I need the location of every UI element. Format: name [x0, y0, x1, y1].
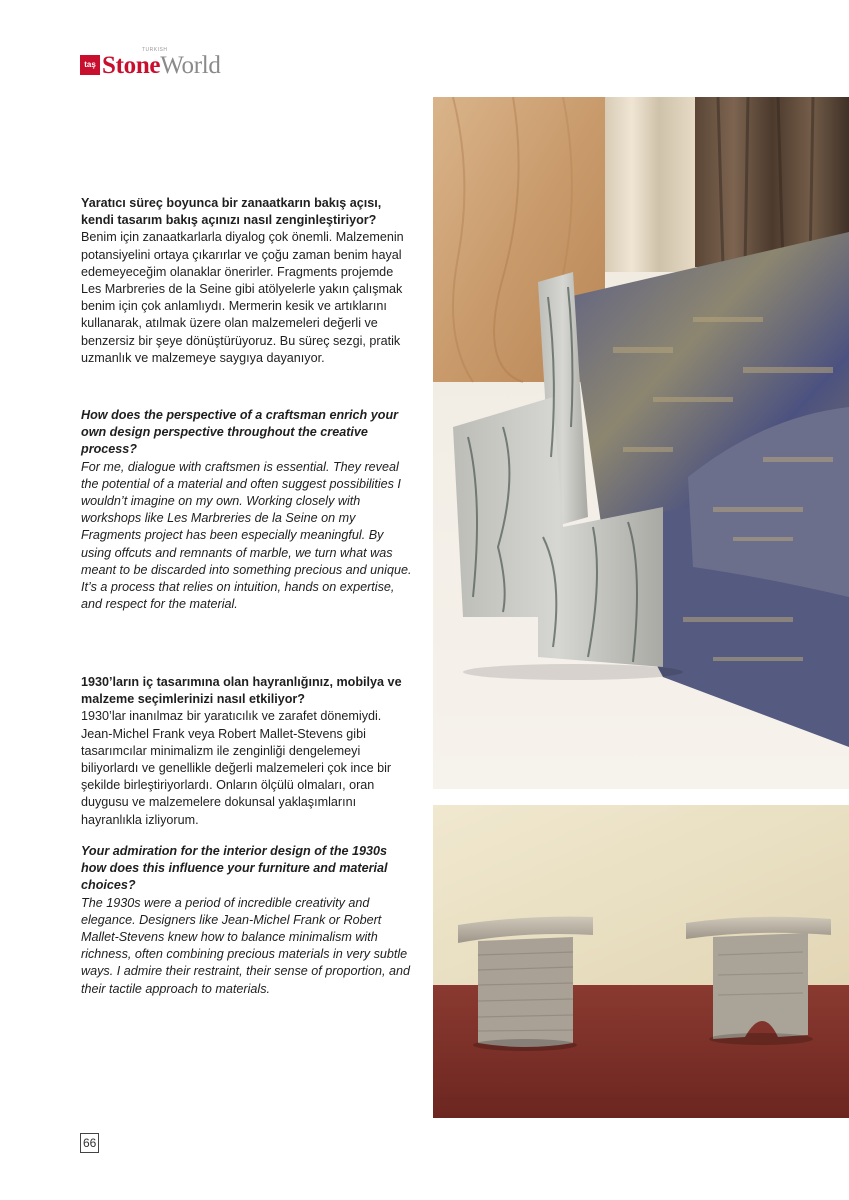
logo-world: World	[160, 52, 221, 79]
question: 1930’ların iç tasarımına olan hayranlığınız, mobilya ve malzeme seçimlerinizi nasıl etkiliyor?	[81, 675, 402, 707]
stools-photo	[433, 805, 849, 1118]
answer: The 1930s were a period of incredible creativity and elegance. Designers like Jean-Michel Frank or Robert Mallet-Stevens knew how to balance minimalism with richness, often combining precious materials in very subtle ways. I admire their restraint, their sense of proportion, and their tactile approach to materials.	[81, 895, 410, 996]
sofa-photo	[433, 97, 849, 789]
logo-wordmark	[102, 47, 221, 79]
interview-section-tr-2	[81, 674, 413, 829]
logo-superscript: TURKISH	[142, 47, 168, 53]
question: Yaratıcı süreç boyunca bir zanaatkarın bakış açısı, kendi tasarım bakış açınızı nasıl zenginleştiriyor?	[81, 196, 382, 228]
question: How does the perspective of a craftsman enrich your own design perspective throughout the creative process?	[81, 408, 399, 457]
magazine-logo	[80, 47, 221, 79]
answer: Benim için zanaatkarlarla diyalog çok önemli. Malzemenin potansiyelini ortaya çıkarırlar ve çoğu zaman benim hayal edemeyeceğim olanaklar önerirler. Fragments projemde Les Marbreries de la Seine gibi atölyelerle yakın çalışmak benim için çok anlamlıydı. Mermerin kesik ve artıklarını kullanarak, atılmak üzere olan malzemeleri değerli ve benzersiz bir şeye dönüştürüyoruz. Bu süreç sezgi, pratik uzmanlık ve malzemeye saygıya dayanıyor.	[81, 230, 404, 365]
interview-section-en-1	[81, 407, 413, 613]
logo-badge: taş	[80, 55, 100, 75]
interview-section-en-2	[81, 843, 413, 998]
question: Your admiration for the interior design of the 1930s how does this influence your furniture and material choices?	[81, 844, 388, 893]
answer: 1930’lar inanılmaz bir yaratıcılık ve zarafet dönemiydi. Jean-Michel Frank veya Robert Mallet-Stevens gibi tasarımcılar minimalizm ile zenginliği dengelemeyi biliyorlardı ve genellikle değerli malzemeleri çok ince bir şekilde birleştiriyorlardı. Onların ölçülü olmaları, oran duygusu ve malzemelere dokunsal yaklaşımlarını hayranlıkla izliyorum.	[81, 709, 392, 827]
interview-section-tr-1	[81, 195, 413, 367]
answer: For me, dialogue with craftsmen is essential. They reveal the potential of a material and often suggest possibilities I wouldn’t imagine on my own. Working closely with workshops like Les Marbreries de la Seine on my Fragments project has been especially meaningful. By using offcuts and remnants of marble, we turn what was meant to be discarded into something precious and unique. It’s a process that relies on intuition, hands on expertise, and respect for the material.	[81, 459, 412, 612]
page-number: 66	[80, 1133, 99, 1153]
logo-stone: Stone	[102, 52, 161, 79]
